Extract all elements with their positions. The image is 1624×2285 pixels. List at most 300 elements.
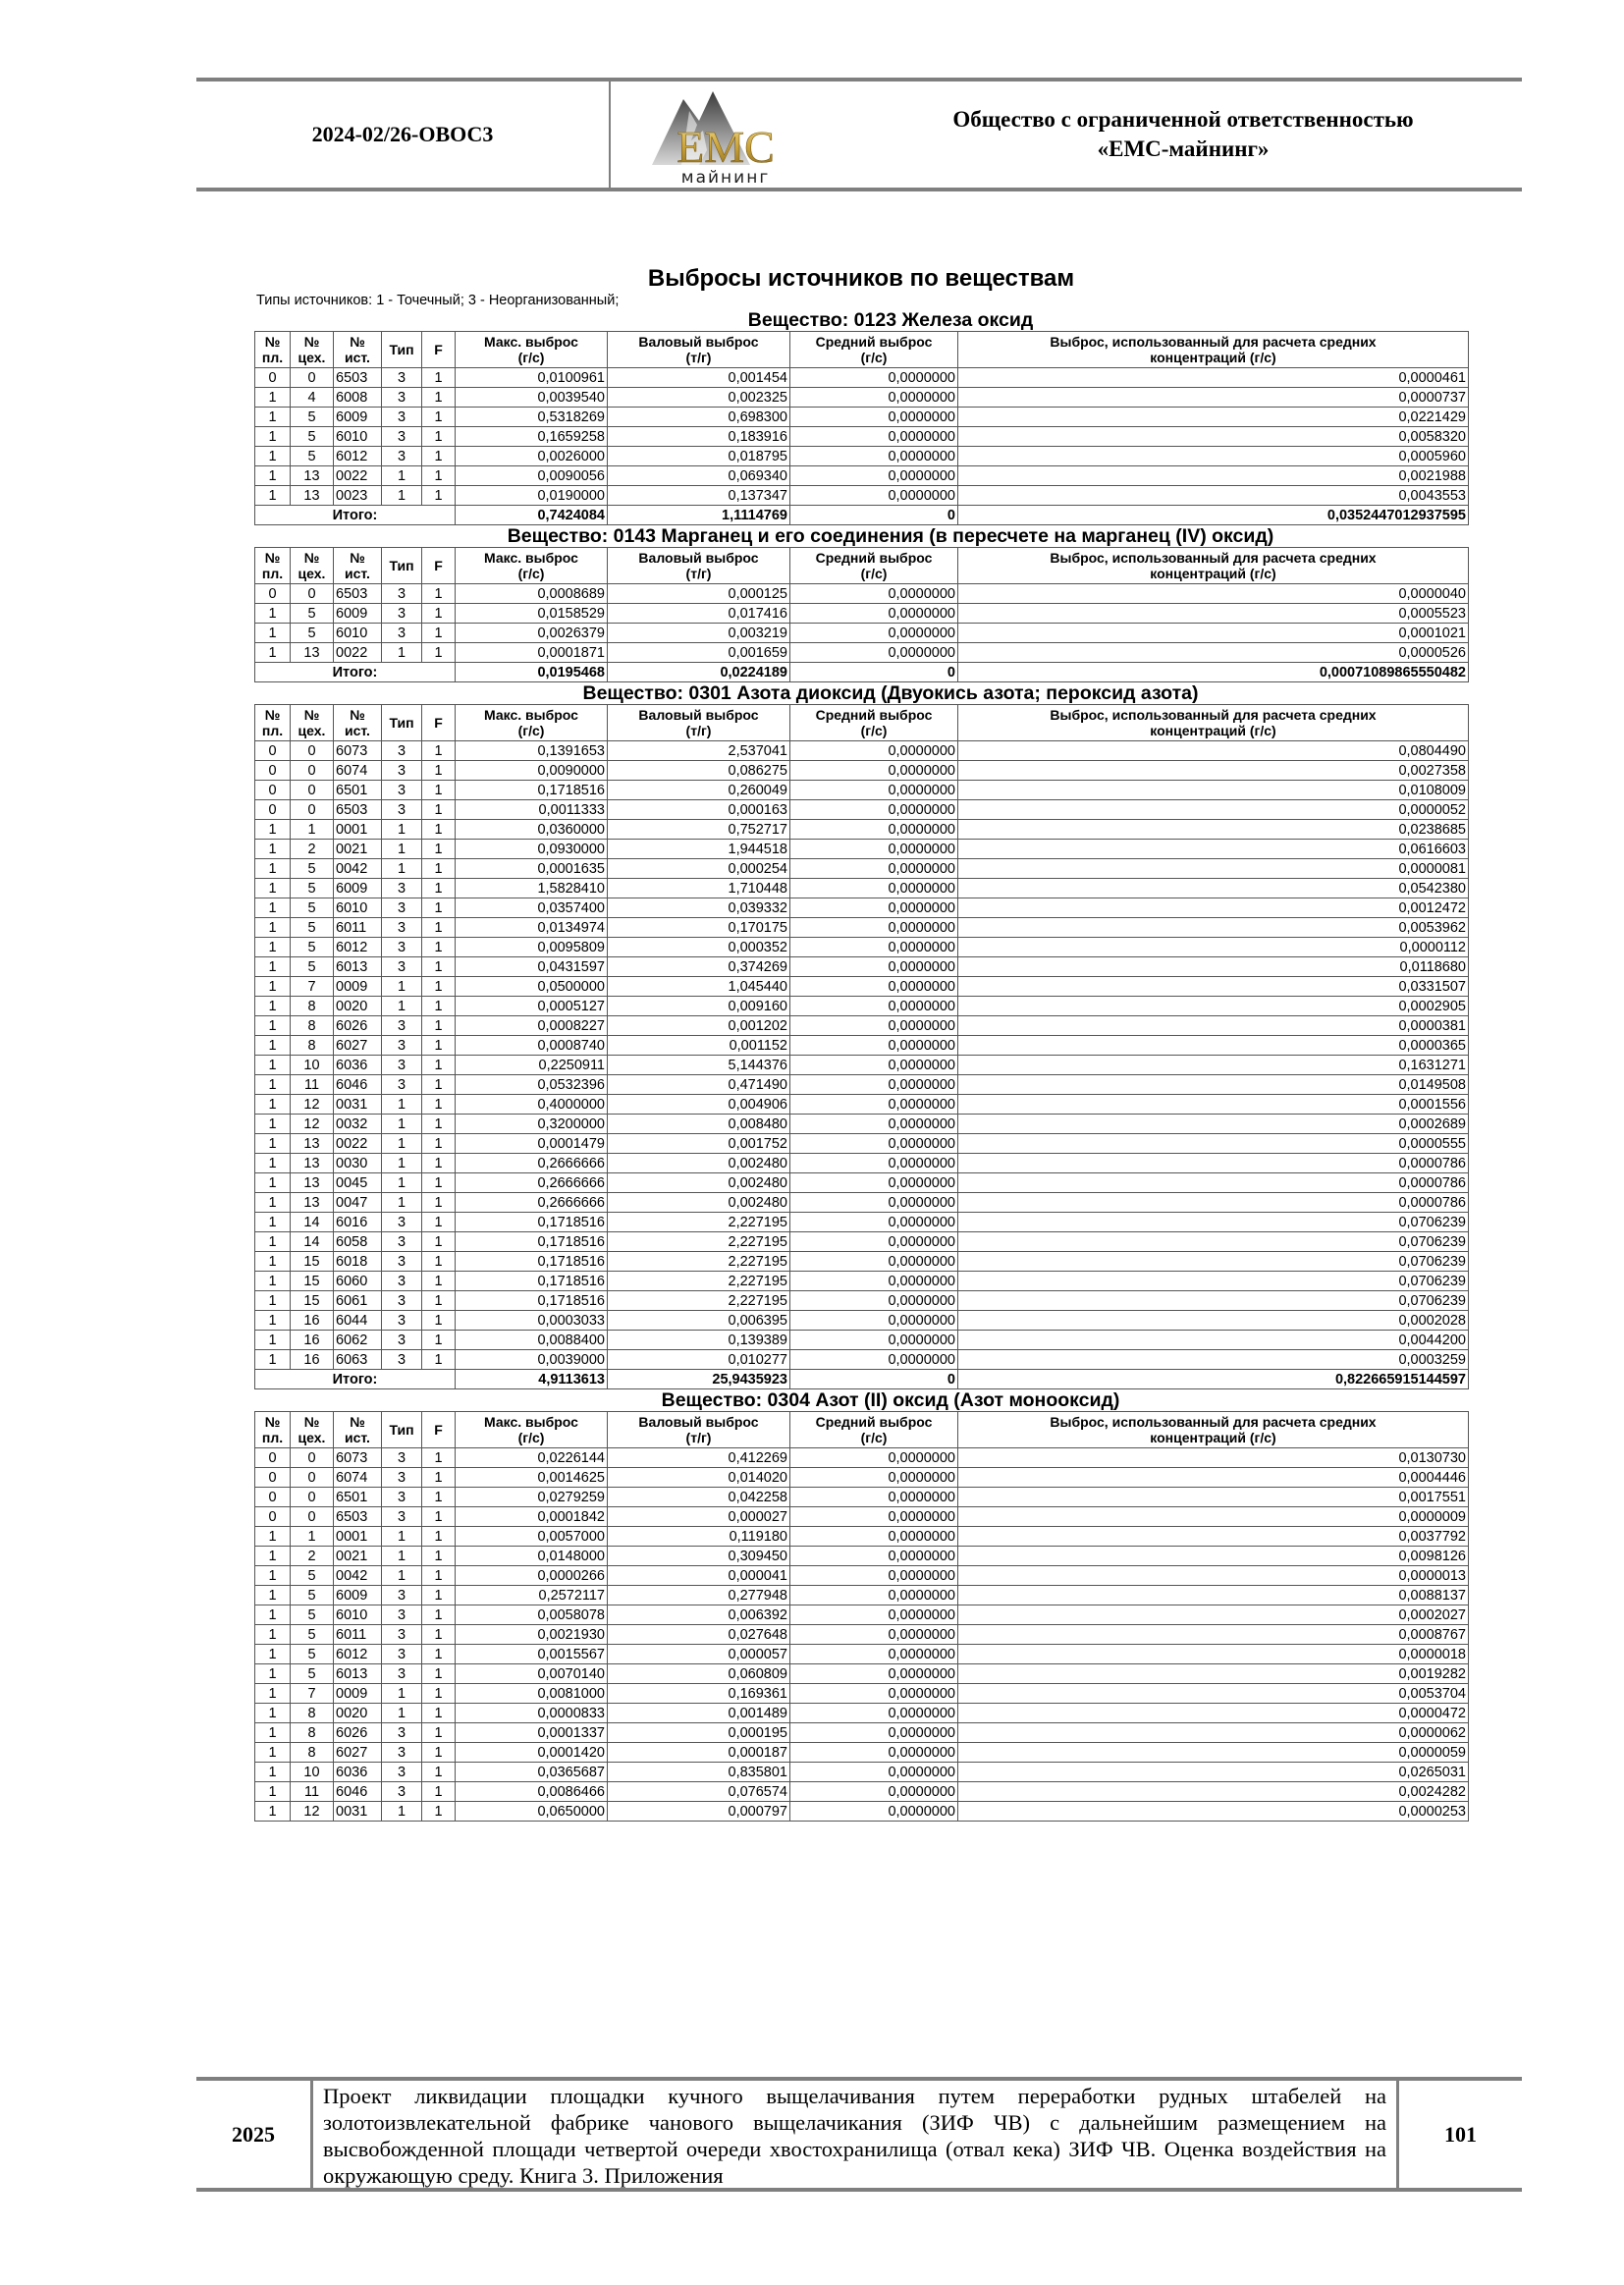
cell-f: 1 [422, 447, 456, 466]
cell-avg-emission: 0,0000000 [790, 584, 958, 604]
cell-used-emission: 0,0000009 [958, 1507, 1469, 1527]
company-logo [613, 82, 839, 188]
cell-f: 1 [422, 761, 456, 781]
cell-type: 1 [382, 1527, 422, 1547]
cell-site: 1 [255, 859, 291, 879]
cell-max-emission: 0,2666666 [456, 1193, 608, 1213]
substance-title: Вещество: 0143 Марганец и его соединения (в пересчете на марганец (IV) оксид) [507, 525, 1274, 547]
cell-site: 1 [255, 408, 291, 427]
cell-source: 6501 [334, 1488, 382, 1507]
cell-type: 3 [382, 1016, 422, 1036]
table-row [255, 957, 1469, 977]
cell-gross-emission: 0,119180 [608, 1527, 790, 1547]
cell-type: 3 [382, 408, 422, 427]
total-gross-emission: 1,1114769 [608, 506, 790, 525]
cell-used-emission: 0,0265031 [958, 1763, 1469, 1782]
cell-avg-emission: 0,0000000 [790, 1625, 958, 1645]
cell-f: 1 [422, 781, 456, 800]
table-row [255, 1232, 1469, 1252]
cell-f: 1 [422, 1448, 456, 1468]
table-row [255, 1154, 1469, 1173]
cell-type: 3 [382, 1488, 422, 1507]
cell-site: 1 [255, 938, 291, 957]
total-label: Итого: [255, 506, 456, 525]
cell-source: 6036 [334, 1056, 382, 1075]
cell-used-emission: 0,0108009 [958, 781, 1469, 800]
cell-gross-emission: 0,412269 [608, 1448, 790, 1468]
cell-f: 1 [422, 1763, 456, 1782]
cell-avg-emission: 0,0000000 [790, 427, 958, 447]
cell-avg-emission: 0,0000000 [790, 466, 958, 486]
cell-used-emission: 0,0027358 [958, 761, 1469, 781]
cell-f: 1 [422, 584, 456, 604]
cell-workshop: 12 [291, 1095, 334, 1115]
cell-used-emission: 0,0043553 [958, 486, 1469, 506]
cell-workshop: 8 [291, 1723, 334, 1743]
cell-max-emission: 0,1718516 [456, 1291, 608, 1311]
cell-f: 1 [422, 466, 456, 486]
cell-used-emission: 0,0004446 [958, 1468, 1469, 1488]
cell-source: 6027 [334, 1743, 382, 1763]
cell-source: 6027 [334, 1036, 382, 1056]
cell-site: 1 [255, 1802, 291, 1822]
cell-f: 1 [422, 918, 456, 938]
cell-gross-emission: 1,944518 [608, 840, 790, 859]
cell-workshop: 5 [291, 624, 334, 643]
cell-source: 0047 [334, 1193, 382, 1213]
col-header-used-emission: Выброс, использованный для расчета средних концентраций (г/с) [958, 332, 1469, 368]
cell-workshop: 13 [291, 1193, 334, 1213]
cell-f: 1 [422, 741, 456, 761]
cell-gross-emission: 0,000163 [608, 800, 790, 820]
cell-avg-emission: 0,0000000 [790, 1488, 958, 1507]
cell-used-emission: 0,1631271 [958, 1056, 1469, 1075]
emissions-table [254, 547, 1469, 682]
cell-source: 6046 [334, 1075, 382, 1095]
cell-used-emission: 0,0037792 [958, 1527, 1469, 1547]
cell-type: 1 [382, 1566, 422, 1586]
cell-source: 0022 [334, 466, 382, 486]
cell-source: 0022 [334, 1134, 382, 1154]
cell-source: 0021 [334, 1547, 382, 1566]
col-header-type: Тип [382, 332, 422, 368]
cell-used-emission: 0,0000461 [958, 368, 1469, 388]
cell-max-emission: 0,0057000 [456, 1527, 608, 1547]
cell-workshop: 14 [291, 1213, 334, 1232]
cell-type: 3 [382, 1507, 422, 1527]
cell-type: 3 [382, 427, 422, 447]
cell-site: 1 [255, 840, 291, 859]
table-row [255, 1016, 1469, 1036]
cell-avg-emission: 0,0000000 [790, 741, 958, 761]
cell-gross-emission: 0,069340 [608, 466, 790, 486]
cell-used-emission: 0,0000040 [958, 584, 1469, 604]
cell-type: 1 [382, 977, 422, 997]
cell-avg-emission: 0,0000000 [790, 1782, 958, 1802]
cell-source: 0031 [334, 1095, 382, 1115]
cell-site: 1 [255, 1664, 291, 1684]
cell-f: 1 [422, 408, 456, 427]
cell-workshop: 0 [291, 781, 334, 800]
cell-max-emission: 0,5318269 [456, 408, 608, 427]
table-row [255, 1252, 1469, 1272]
cell-max-emission: 0,0088400 [456, 1331, 608, 1350]
cell-workshop: 13 [291, 1134, 334, 1154]
cell-gross-emission: 0,001454 [608, 368, 790, 388]
emissions-table [254, 1411, 1469, 1822]
cell-f: 1 [422, 1645, 456, 1664]
cell-max-emission: 0,2666666 [456, 1154, 608, 1173]
cell-max-emission: 0,0070140 [456, 1664, 608, 1684]
cell-workshop: 0 [291, 1507, 334, 1527]
emissions-report [254, 265, 1468, 1822]
table-row [255, 624, 1469, 643]
cell-source: 6063 [334, 1350, 382, 1370]
cell-used-emission: 0,0053704 [958, 1684, 1469, 1704]
cell-used-emission: 0,0002689 [958, 1115, 1469, 1134]
cell-type: 1 [382, 1547, 422, 1566]
cell-f: 1 [422, 1134, 456, 1154]
cell-source: 6010 [334, 898, 382, 918]
col-header-workshop: № цех. [291, 548, 334, 584]
cell-max-emission: 0,0930000 [456, 840, 608, 859]
cell-source: 6062 [334, 1331, 382, 1350]
cell-used-emission: 0,0000253 [958, 1802, 1469, 1822]
cell-f: 1 [422, 1016, 456, 1036]
substance-title: Вещество: 0123 Железа оксид [747, 309, 1034, 331]
cell-source: 6503 [334, 1507, 382, 1527]
cell-gross-emission: 0,471490 [608, 1075, 790, 1095]
table-row [255, 1213, 1469, 1232]
cell-avg-emission: 0,0000000 [790, 957, 958, 977]
cell-workshop: 5 [291, 918, 334, 938]
cell-used-emission: 0,0000365 [958, 1036, 1469, 1056]
table-row [255, 840, 1469, 859]
table-row [255, 918, 1469, 938]
cell-type: 3 [382, 388, 422, 408]
cell-site: 1 [255, 1115, 291, 1134]
cell-used-emission: 0,0088137 [958, 1586, 1469, 1605]
cell-f: 1 [422, 368, 456, 388]
table-row [255, 1664, 1469, 1684]
table-row [255, 800, 1469, 820]
table-row [255, 977, 1469, 997]
cell-max-emission: 0,0158529 [456, 604, 608, 624]
footer-project-title: Проект ликвидации площадки кучного выщелачивания путем переработки рудных штабелей на золотоизвлекательной фабрике чанового выщелачикания (ЗИФ ЧВ) с дальнейшим размещением на высвобожденной площади четвертой очереди хвостохранилища (отвал кека) ЗИФ ЧВ. Оценка воздействия на окружающую среду. Книга 3. Приложения [313, 2081, 1399, 2188]
cell-site: 1 [255, 1586, 291, 1605]
cell-gross-emission: 0,004906 [608, 1095, 790, 1115]
cell-max-emission: 0,0008227 [456, 1016, 608, 1036]
cell-site: 1 [255, 1605, 291, 1625]
cell-used-emission: 0,0149508 [958, 1075, 1469, 1095]
cell-used-emission: 0,0331507 [958, 977, 1469, 997]
cell-gross-emission: 2,537041 [608, 741, 790, 761]
table-total-row [255, 663, 1469, 682]
cell-workshop: 5 [291, 957, 334, 977]
cell-source: 6018 [334, 1252, 382, 1272]
emissions-table [254, 331, 1469, 525]
cell-site: 1 [255, 1056, 291, 1075]
cell-used-emission: 0,0002905 [958, 997, 1469, 1016]
cell-used-emission: 0,0221429 [958, 408, 1469, 427]
cell-site: 1 [255, 1331, 291, 1350]
table-row [255, 1291, 1469, 1311]
cell-site: 1 [255, 1173, 291, 1193]
cell-type: 3 [382, 800, 422, 820]
table-row [255, 879, 1469, 898]
substance-title: Вещество: 0301 Азота диоксид (Двуокись азота; пероксид азота) [582, 682, 1199, 704]
col-header-site: № пл. [255, 705, 291, 741]
cell-source: 0001 [334, 1527, 382, 1547]
cell-source: 0030 [334, 1154, 382, 1173]
cell-gross-emission: 0,835801 [608, 1763, 790, 1782]
cell-workshop: 12 [291, 1802, 334, 1822]
cell-f: 1 [422, 1488, 456, 1507]
cell-avg-emission: 0,0000000 [790, 1684, 958, 1704]
cell-max-emission: 0,0001635 [456, 859, 608, 879]
total-gross-emission: 0,0224189 [608, 663, 790, 682]
cell-f: 1 [422, 1605, 456, 1625]
cell-avg-emission: 0,0000000 [790, 1763, 958, 1782]
cell-used-emission: 0,0238685 [958, 820, 1469, 840]
cell-source: 6026 [334, 1723, 382, 1743]
cell-f: 1 [422, 859, 456, 879]
table-row [255, 1586, 1469, 1605]
total-gross-emission: 25,9435923 [608, 1370, 790, 1389]
cell-max-emission: 0,0005127 [456, 997, 608, 1016]
cell-gross-emission: 0,183916 [608, 427, 790, 447]
cell-max-emission: 0,0058078 [456, 1605, 608, 1625]
col-header-workshop: № цех. [291, 705, 334, 741]
cell-avg-emission: 0,0000000 [790, 1605, 958, 1625]
cell-source: 6501 [334, 781, 382, 800]
cell-workshop: 0 [291, 1488, 334, 1507]
col-header-source: № ист. [334, 548, 382, 584]
cell-workshop: 0 [291, 584, 334, 604]
cell-avg-emission: 0,0000000 [790, 1704, 958, 1723]
cell-avg-emission: 0,0000000 [790, 1016, 958, 1036]
cell-site: 1 [255, 486, 291, 506]
cell-gross-emission: 0,170175 [608, 918, 790, 938]
cell-workshop: 7 [291, 1684, 334, 1704]
table-row [255, 1193, 1469, 1213]
col-header-max-emission: Макс. выброс (г/с) [456, 548, 608, 584]
cell-site: 1 [255, 1075, 291, 1095]
cell-source: 6503 [334, 584, 382, 604]
cell-max-emission: 0,0226144 [456, 1448, 608, 1468]
cell-workshop: 0 [291, 1468, 334, 1488]
cell-site: 1 [255, 957, 291, 977]
cell-type: 1 [382, 1095, 422, 1115]
emissions-table [254, 704, 1469, 1389]
cell-f: 1 [422, 1625, 456, 1645]
cell-f: 1 [422, 1213, 456, 1232]
cell-gross-emission: 0,000041 [608, 1566, 790, 1586]
cell-type: 3 [382, 1036, 422, 1056]
cell-f: 1 [422, 820, 456, 840]
cell-workshop: 14 [291, 1232, 334, 1252]
cell-f: 1 [422, 879, 456, 898]
cell-type: 1 [382, 1684, 422, 1704]
company-line-1: Общество с ограниченной ответственностью [952, 107, 1414, 132]
cell-site: 0 [255, 1468, 291, 1488]
cell-gross-emission: 0,752717 [608, 820, 790, 840]
cell-max-emission: 0,0008740 [456, 1036, 608, 1056]
cell-site: 1 [255, 1782, 291, 1802]
cell-used-emission: 0,0001556 [958, 1095, 1469, 1115]
cell-site: 1 [255, 1272, 291, 1291]
cell-type: 3 [382, 1213, 422, 1232]
col-header-f: F [422, 705, 456, 741]
table-row [255, 1684, 1469, 1704]
cell-f: 1 [422, 1507, 456, 1527]
cell-workshop: 5 [291, 938, 334, 957]
cell-site: 0 [255, 1507, 291, 1527]
cell-f: 1 [422, 486, 456, 506]
cell-source: 6011 [334, 1625, 382, 1645]
cell-avg-emission: 0,0000000 [790, 1547, 958, 1566]
cell-site: 1 [255, 1095, 291, 1115]
cell-avg-emission: 0,0000000 [790, 388, 958, 408]
cell-used-emission: 0,0098126 [958, 1547, 1469, 1566]
cell-type: 3 [382, 761, 422, 781]
cell-site: 1 [255, 1291, 291, 1311]
cell-avg-emission: 0,0000000 [790, 1115, 958, 1134]
cell-workshop: 11 [291, 1782, 334, 1802]
table-total-row [255, 506, 1469, 525]
cell-f: 1 [422, 1723, 456, 1743]
cell-f: 1 [422, 1547, 456, 1566]
cell-avg-emission: 0,0000000 [790, 1154, 958, 1173]
cell-max-emission: 0,0532396 [456, 1075, 608, 1095]
cell-workshop: 2 [291, 1547, 334, 1566]
cell-avg-emission: 0,0000000 [790, 1586, 958, 1605]
cell-avg-emission: 0,0000000 [790, 486, 958, 506]
cell-workshop: 5 [291, 879, 334, 898]
table-row [255, 1115, 1469, 1134]
cell-type: 1 [382, 1802, 422, 1822]
cell-max-emission: 0,0026000 [456, 447, 608, 466]
cell-site: 0 [255, 368, 291, 388]
cell-avg-emission: 0,0000000 [790, 840, 958, 859]
cell-gross-emission: 5,144376 [608, 1056, 790, 1075]
cell-max-emission: 0,0095809 [456, 938, 608, 957]
cell-type: 3 [382, 447, 422, 466]
table-row [255, 1095, 1469, 1115]
cell-avg-emission: 0,0000000 [790, 1036, 958, 1056]
cell-used-emission: 0,0053962 [958, 918, 1469, 938]
cell-f: 1 [422, 624, 456, 643]
cell-f: 1 [422, 1684, 456, 1704]
table-row [255, 741, 1469, 761]
cell-site: 1 [255, 1134, 291, 1154]
cell-used-emission: 0,0706239 [958, 1213, 1469, 1232]
cell-type: 1 [382, 1704, 422, 1723]
cell-max-emission: 0,0090056 [456, 466, 608, 486]
cell-workshop: 5 [291, 604, 334, 624]
cell-type: 1 [382, 466, 422, 486]
cell-used-emission: 0,0000555 [958, 1134, 1469, 1154]
cell-avg-emission: 0,0000000 [790, 1723, 958, 1743]
table-row [255, 1645, 1469, 1664]
cell-f: 1 [422, 643, 456, 663]
cell-site: 1 [255, 1252, 291, 1272]
col-header-gross-emission: Валовый выброс (т/г) [608, 332, 790, 368]
cell-source: 6060 [334, 1272, 382, 1291]
cell-source: 0020 [334, 1704, 382, 1723]
cell-source: 0022 [334, 643, 382, 663]
cell-used-emission: 0,0000472 [958, 1704, 1469, 1723]
cell-f: 1 [422, 1056, 456, 1075]
cell-source: 0042 [334, 859, 382, 879]
cell-f: 1 [422, 1664, 456, 1684]
total-avg-emission: 0 [790, 1370, 958, 1389]
cell-source: 6016 [334, 1213, 382, 1232]
cell-avg-emission: 0,0000000 [790, 1743, 958, 1763]
cell-workshop: 0 [291, 368, 334, 388]
cell-avg-emission: 0,0000000 [790, 447, 958, 466]
cell-site: 1 [255, 1232, 291, 1252]
cell-f: 1 [422, 427, 456, 447]
table-row [255, 1331, 1469, 1350]
cell-workshop: 5 [291, 1645, 334, 1664]
cell-type: 3 [382, 898, 422, 918]
cell-max-emission: 0,0190000 [456, 486, 608, 506]
cell-max-emission: 0,0090000 [456, 761, 608, 781]
cell-workshop: 5 [291, 1605, 334, 1625]
cell-source: 6058 [334, 1232, 382, 1252]
cell-type: 1 [382, 1134, 422, 1154]
cell-gross-emission: 0,001489 [608, 1704, 790, 1723]
cell-f: 1 [422, 1095, 456, 1115]
cell-source: 0042 [334, 1566, 382, 1586]
cell-site: 1 [255, 388, 291, 408]
cell-source: 6009 [334, 604, 382, 624]
table-row [255, 820, 1469, 840]
cell-site: 0 [255, 584, 291, 604]
cell-avg-emission: 0,0000000 [790, 1664, 958, 1684]
substance-section [254, 525, 1468, 682]
cell-max-emission: 0,0000266 [456, 1566, 608, 1586]
cell-gross-emission: 2,227195 [608, 1252, 790, 1272]
cell-type: 3 [382, 1586, 422, 1605]
cell-max-emission: 0,0001479 [456, 1134, 608, 1154]
cell-used-emission: 0,0542380 [958, 879, 1469, 898]
cell-gross-emission: 0,698300 [608, 408, 790, 427]
table-row [255, 1605, 1469, 1625]
table-row [255, 859, 1469, 879]
table-total-row [255, 1370, 1469, 1389]
cell-site: 1 [255, 643, 291, 663]
cell-type: 3 [382, 1075, 422, 1095]
table-row [255, 643, 1469, 663]
cell-used-emission: 0,0000081 [958, 859, 1469, 879]
cell-gross-emission: 0,014020 [608, 1468, 790, 1488]
cell-site: 1 [255, 1016, 291, 1036]
table-row [255, 408, 1469, 427]
cell-max-emission: 0,1718516 [456, 1232, 608, 1252]
cell-workshop: 8 [291, 1704, 334, 1723]
cell-gross-emission: 0,001752 [608, 1134, 790, 1154]
cell-type: 1 [382, 1173, 422, 1193]
cell-workshop: 2 [291, 840, 334, 859]
col-header-max-emission: Макс. выброс (г/с) [456, 332, 608, 368]
cell-workshop: 5 [291, 1586, 334, 1605]
cell-gross-emission: 0,260049 [608, 781, 790, 800]
cell-f: 1 [422, 1232, 456, 1252]
col-header-type: Тип [382, 705, 422, 741]
cell-used-emission: 0,0000059 [958, 1743, 1469, 1763]
